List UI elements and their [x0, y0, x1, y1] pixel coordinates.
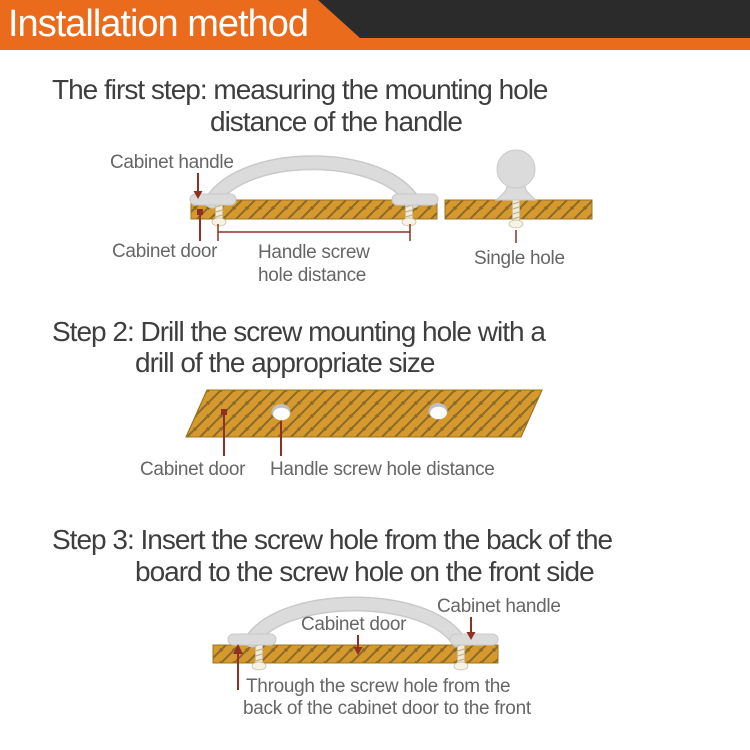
step1-diagram — [110, 150, 592, 286]
drill-hole-left — [273, 408, 290, 421]
single-hole-label: Single hole — [474, 248, 565, 269]
drill-hole-right — [430, 407, 447, 420]
through-hole-label-line2: back of the cabinet door to the front — [243, 698, 531, 719]
step2-diagram — [140, 390, 542, 480]
handle-right-foot — [450, 634, 498, 645]
step3-diagram — [213, 596, 561, 719]
cabinet-door-label: Cabinet door — [112, 241, 218, 262]
step3-title-line2: board to the screw hole on the front side — [135, 556, 594, 587]
cabinet-door-pointer-marker — [221, 409, 227, 415]
cabinet-handle-label: Cabinet handle — [110, 152, 234, 173]
step3-title-line1: Step 3: Insert the screw hole from the back of the — [52, 524, 613, 555]
step2-title-line1: Step 2: Drill the screw mounting hole with a — [52, 316, 545, 347]
screw-distance-label: Handle screw hole distance — [270, 459, 495, 480]
handle-left-foot — [228, 634, 276, 645]
screw-distance-label-line2: hole distance — [258, 265, 367, 286]
step1-title-line1: The first step: measuring the mounting hole — [52, 74, 548, 105]
step2-title-line2: drill of the appropriate size — [135, 347, 435, 378]
page-title: Installation method — [8, 3, 308, 45]
cabinet-handle-label: Cabinet handle — [437, 596, 561, 617]
knob-head — [497, 150, 535, 188]
step1-title-line2: distance of the handle — [210, 106, 462, 137]
screw-distance-dimension-line — [218, 224, 410, 241]
cabinet-door-label: Cabinet door — [140, 459, 246, 480]
handle-right-foot — [392, 194, 438, 205]
drilled-board-hatch — [186, 390, 542, 437]
cabinet-door-pointer-marker — [197, 209, 203, 215]
cabinet-door-label: Cabinet door — [301, 614, 407, 635]
screw-distance-label-line1: Handle screw — [258, 242, 370, 263]
through-hole-label-line1: Through the screw hole from the — [246, 676, 511, 697]
